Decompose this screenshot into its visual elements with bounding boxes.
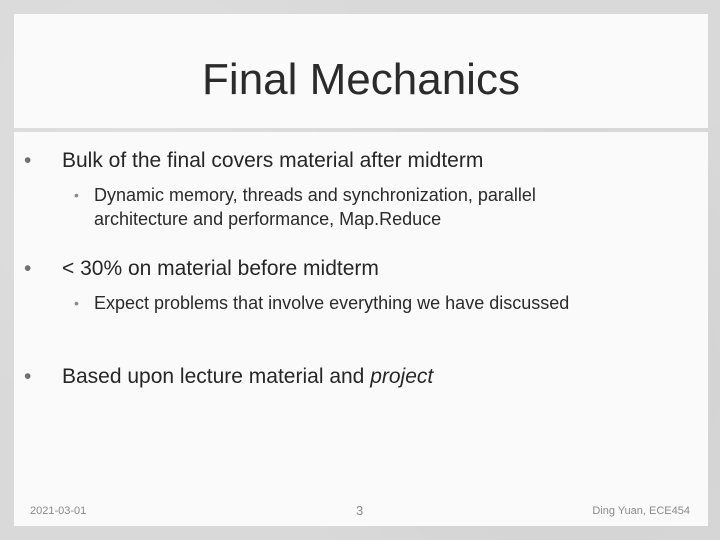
bullet-2: [24, 256, 379, 282]
sub-bullet-1-text: Dynamic memory, threads and synchronization, parallel architecture and performance, Map.Reduce: [94, 185, 536, 229]
footer-author: Ding Yuan, ECE454: [592, 505, 690, 517]
bullet-3-text-italic: project: [370, 365, 434, 388]
bullet-icon: •: [24, 149, 32, 172]
bullet-3-text: [24, 364, 433, 390]
bullet-2-text: < 30% on material before midterm: [62, 257, 379, 280]
footer-date: 2021-03-01: [30, 505, 87, 517]
sub-bullet-2: [74, 291, 634, 315]
bullet-3-text-plain: Based upon lecture material and: [62, 365, 371, 388]
bullet-icon: •: [74, 295, 79, 311]
title-panel: [14, 14, 708, 128]
bullet-icon: •: [74, 187, 79, 203]
sub-bullet-1: [74, 183, 634, 231]
bullet-3: [24, 364, 433, 390]
bullet-1: [24, 148, 483, 174]
slide-title: Final Mechanics: [202, 55, 520, 104]
bullet-icon: •: [24, 257, 32, 280]
bullet-1-text: Bulk of the final covers material after midterm: [62, 149, 484, 172]
footer-page-number: 3: [356, 503, 364, 518]
bullet-icon: •: [24, 365, 32, 388]
sub-bullet-2-text: Expect problems that involve everything we have discussed: [94, 293, 570, 313]
